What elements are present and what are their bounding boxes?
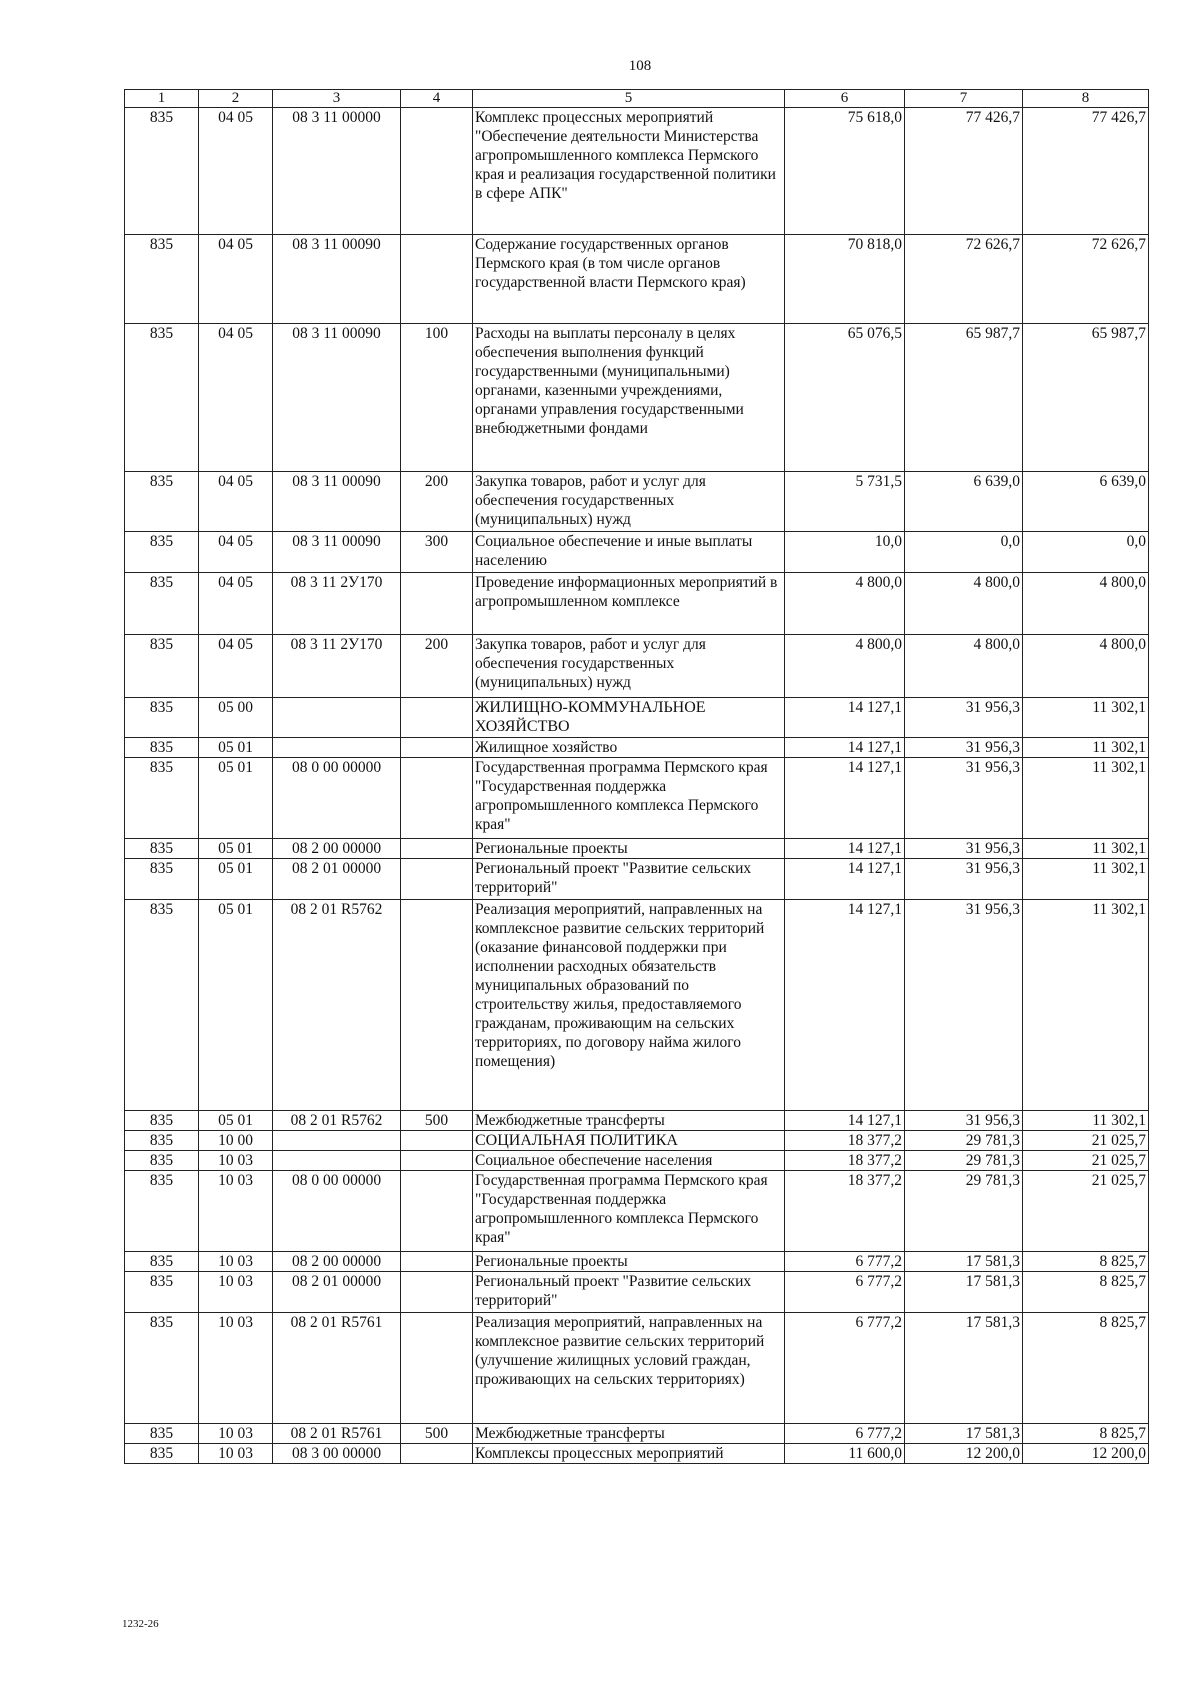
cell-description: Государственная программа Пермского края "Государственная поддержка агропромышленного комплекса Пермского края": [473, 758, 785, 839]
cell-section: 05 00: [199, 698, 273, 738]
cell-expense-type: [401, 573, 473, 635]
cell-amount-1: 4 800,0: [785, 573, 905, 635]
cell-amount-1: 6 777,2: [785, 1424, 905, 1444]
cell-admin-code: 835: [125, 324, 199, 472]
cell-target-article: 08 2 01 00000: [273, 859, 401, 900]
cell-amount-1: 14 127,1: [785, 758, 905, 839]
cell-amount-3: 12 200,0: [1023, 1444, 1149, 1464]
cell-amount-2: 31 956,3: [905, 738, 1023, 758]
cell-section: 04 05: [199, 324, 273, 472]
table-row: [125, 108, 1149, 235]
cell-amount-2: 17 581,3: [905, 1252, 1023, 1272]
cell-amount-1: 14 127,1: [785, 839, 905, 859]
table-row: [125, 1313, 1149, 1424]
cell-expense-type: [401, 1272, 473, 1313]
cell-expense-type: [401, 900, 473, 1111]
cell-description: Реализация мероприятий, направленных на комплексное развитие сельских территорий (оказание финансовой поддержки при исполнении расходных обязательств муниципальных образований по строительству жилья, предоставляемого гражданам, проживающим на сельских территориях, по договору найма жилого помещения): [473, 900, 785, 1111]
cell-amount-3: 8 825,7: [1023, 1424, 1149, 1444]
cell-amount-2: 29 781,3: [905, 1151, 1023, 1171]
cell-section: 04 05: [199, 472, 273, 532]
cell-amount-1: 4 800,0: [785, 635, 905, 698]
cell-amount-2: 6 639,0: [905, 472, 1023, 532]
cell-admin-code: 835: [125, 738, 199, 758]
header-row: [125, 90, 1149, 108]
cell-section: 10 03: [199, 1252, 273, 1272]
cell-description: Региональный проект "Развитие сельских территорий": [473, 859, 785, 900]
cell-amount-2: 17 581,3: [905, 1272, 1023, 1313]
header-col-6: 6: [785, 90, 905, 108]
cell-target-article: 08 3 11 00090: [273, 532, 401, 573]
table-row: [125, 698, 1149, 738]
cell-admin-code: 835: [125, 1424, 199, 1444]
table-row: [125, 532, 1149, 573]
cell-admin-code: 835: [125, 758, 199, 839]
cell-amount-3: 72 626,7: [1023, 235, 1149, 324]
cell-amount-1: 70 818,0: [785, 235, 905, 324]
cell-target-article: 08 2 00 00000: [273, 839, 401, 859]
cell-section: 05 01: [199, 738, 273, 758]
cell-section: 10 03: [199, 1313, 273, 1424]
cell-amount-3: 11 302,1: [1023, 698, 1149, 738]
cell-description: ЖИЛИЩНО-КОММУНАЛЬНОЕ ХОЗЯЙСТВО: [473, 698, 785, 738]
cell-amount-2: 0,0: [905, 532, 1023, 573]
cell-amount-3: 11 302,1: [1023, 900, 1149, 1111]
cell-amount-2: 31 956,3: [905, 698, 1023, 738]
page-number: 108: [628, 58, 652, 74]
table-body: [125, 108, 1149, 1464]
cell-description: Государственная программа Пермского края "Государственная поддержка агропромышленного комплекса Пермского края": [473, 1171, 785, 1252]
cell-description: Закупка товаров, работ и услуг для обеспечения государственных (муниципальных) нужд: [473, 635, 785, 698]
cell-amount-3: 11 302,1: [1023, 1111, 1149, 1131]
cell-admin-code: 835: [125, 635, 199, 698]
table-row: [125, 900, 1149, 1111]
table-row: [125, 839, 1149, 859]
cell-amount-1: 65 076,5: [785, 324, 905, 472]
cell-amount-2: 4 800,0: [905, 573, 1023, 635]
cell-amount-2: 31 956,3: [905, 758, 1023, 839]
table-row: [125, 472, 1149, 532]
cell-description: Комплекс процессных мероприятий "Обеспечение деятельности Министерства агропромышленного комплекса Пермского края и реализация государственной политики в сфере АПК": [473, 108, 785, 235]
cell-description: Жилищное хозяйство: [473, 738, 785, 758]
cell-section: 10 03: [199, 1424, 273, 1444]
cell-admin-code: 835: [125, 1151, 199, 1171]
cell-section: 10 03: [199, 1171, 273, 1252]
header-col-4: 4: [401, 90, 473, 108]
cell-section: 05 01: [199, 859, 273, 900]
cell-admin-code: 835: [125, 1272, 199, 1313]
cell-amount-3: 21 025,7: [1023, 1151, 1149, 1171]
cell-description: Содержание государственных органов Пермского края (в том числе органов государственной власти Пермского края): [473, 235, 785, 324]
cell-target-article: 08 2 01 R5762: [273, 900, 401, 1111]
cell-section: 04 05: [199, 108, 273, 235]
cell-section: 04 05: [199, 635, 273, 698]
cell-amount-1: 14 127,1: [785, 1111, 905, 1131]
header-col-1: 1: [125, 90, 199, 108]
cell-section: 04 05: [199, 532, 273, 573]
budget-table: [124, 89, 1149, 1464]
cell-section: 04 05: [199, 573, 273, 635]
table-row: [125, 1272, 1149, 1313]
cell-amount-1: 6 777,2: [785, 1252, 905, 1272]
cell-expense-type: [401, 738, 473, 758]
cell-amount-1: 75 618,0: [785, 108, 905, 235]
cell-amount-2: 17 581,3: [905, 1424, 1023, 1444]
cell-amount-3: 8 825,7: [1023, 1272, 1149, 1313]
cell-amount-2: 4 800,0: [905, 635, 1023, 698]
cell-expense-type: 300: [401, 532, 473, 573]
cell-amount-1: 18 377,2: [785, 1131, 905, 1151]
cell-section: 05 01: [199, 1111, 273, 1131]
cell-target-article: [273, 1151, 401, 1171]
header-col-7: 7: [905, 90, 1023, 108]
cell-amount-2: 29 781,3: [905, 1171, 1023, 1252]
cell-section: 04 05: [199, 235, 273, 324]
cell-amount-3: 11 302,1: [1023, 758, 1149, 839]
cell-expense-type: [401, 1444, 473, 1464]
cell-target-article: 08 3 11 00090: [273, 472, 401, 532]
cell-amount-1: 6 777,2: [785, 1272, 905, 1313]
cell-amount-3: 8 825,7: [1023, 1313, 1149, 1424]
cell-section: 10 03: [199, 1272, 273, 1313]
cell-description: Закупка товаров, работ и услуг для обеспечения государственных (муниципальных) нужд: [473, 472, 785, 532]
cell-description: Социальное обеспечение населения: [473, 1151, 785, 1171]
cell-target-article: 08 0 00 00000: [273, 1171, 401, 1252]
table-row: [125, 635, 1149, 698]
cell-amount-3: 11 302,1: [1023, 839, 1149, 859]
cell-amount-1: 14 127,1: [785, 738, 905, 758]
cell-description: Социальное обеспечение и иные выплаты населению: [473, 532, 785, 573]
cell-expense-type: [401, 108, 473, 235]
table-row: [125, 1424, 1149, 1444]
cell-amount-3: 21 025,7: [1023, 1131, 1149, 1151]
table-header: [125, 90, 1149, 108]
table-row: [125, 573, 1149, 635]
cell-amount-2: 29 781,3: [905, 1131, 1023, 1151]
cell-expense-type: [401, 235, 473, 324]
cell-expense-type: [401, 1252, 473, 1272]
cell-expense-type: [401, 758, 473, 839]
cell-amount-2: 31 956,3: [905, 839, 1023, 859]
cell-description: Реализация мероприятий, направленных на комплексное развитие сельских территорий (улучшение жилищных условий граждан, проживающих на сельских территориях): [473, 1313, 785, 1424]
cell-amount-3: 65 987,7: [1023, 324, 1149, 472]
cell-expense-type: 200: [401, 472, 473, 532]
cell-amount-3: 21 025,7: [1023, 1171, 1149, 1252]
cell-admin-code: 835: [125, 472, 199, 532]
cell-section: 05 01: [199, 758, 273, 839]
cell-section: 05 01: [199, 900, 273, 1111]
cell-description: Региональные проекты: [473, 1252, 785, 1272]
cell-amount-1: 6 777,2: [785, 1313, 905, 1424]
table-row: [125, 1111, 1149, 1131]
cell-amount-3: 8 825,7: [1023, 1252, 1149, 1272]
cell-admin-code: 835: [125, 1171, 199, 1252]
cell-section: 05 01: [199, 839, 273, 859]
cell-amount-3: 77 426,7: [1023, 108, 1149, 235]
table-row: [125, 324, 1149, 472]
cell-expense-type: [401, 839, 473, 859]
cell-description: Межбюджетные трансферты: [473, 1424, 785, 1444]
cell-target-article: 08 3 11 00000: [273, 108, 401, 235]
table-row: [125, 1131, 1149, 1151]
cell-amount-3: 4 800,0: [1023, 573, 1149, 635]
cell-amount-1: 18 377,2: [785, 1151, 905, 1171]
table-row: [125, 1252, 1149, 1272]
cell-amount-3: 11 302,1: [1023, 738, 1149, 758]
cell-amount-3: 11 302,1: [1023, 859, 1149, 900]
cell-target-article: 08 0 00 00000: [273, 758, 401, 839]
cell-target-article: 08 3 11 2У170: [273, 635, 401, 698]
cell-target-article: 08 3 00 00000: [273, 1444, 401, 1464]
cell-expense-type: [401, 1151, 473, 1171]
cell-amount-1: 5 731,5: [785, 472, 905, 532]
footer-code: 1232-26: [122, 1618, 159, 1630]
cell-description: СОЦИАЛЬНАЯ ПОЛИТИКА: [473, 1131, 785, 1151]
cell-admin-code: 835: [125, 235, 199, 324]
cell-admin-code: 835: [125, 1252, 199, 1272]
cell-amount-2: 31 956,3: [905, 900, 1023, 1111]
cell-expense-type: 200: [401, 635, 473, 698]
cell-expense-type: [401, 1131, 473, 1151]
cell-admin-code: 835: [125, 573, 199, 635]
cell-admin-code: 835: [125, 698, 199, 738]
cell-admin-code: 835: [125, 1444, 199, 1464]
cell-target-article: [273, 738, 401, 758]
cell-target-article: 08 3 11 00090: [273, 235, 401, 324]
cell-amount-2: 12 200,0: [905, 1444, 1023, 1464]
cell-expense-type: [401, 1171, 473, 1252]
cell-expense-type: 500: [401, 1111, 473, 1131]
cell-target-article: 08 2 00 00000: [273, 1252, 401, 1272]
cell-amount-2: 17 581,3: [905, 1313, 1023, 1424]
cell-expense-type: 500: [401, 1424, 473, 1444]
cell-target-article: 08 2 01 00000: [273, 1272, 401, 1313]
cell-amount-1: 14 127,1: [785, 900, 905, 1111]
cell-admin-code: 835: [125, 532, 199, 573]
cell-target-article: [273, 698, 401, 738]
cell-expense-type: 100: [401, 324, 473, 472]
cell-admin-code: 835: [125, 859, 199, 900]
header-col-2: 2: [199, 90, 273, 108]
cell-amount-1: 14 127,1: [785, 859, 905, 900]
cell-amount-3: 6 639,0: [1023, 472, 1149, 532]
cell-amount-1: 11 600,0: [785, 1444, 905, 1464]
table-row: [125, 1444, 1149, 1464]
cell-amount-1: 14 127,1: [785, 698, 905, 738]
cell-amount-1: 10,0: [785, 532, 905, 573]
cell-amount-2: 31 956,3: [905, 859, 1023, 900]
cell-description: Расходы на выплаты персоналу в целях обеспечения выполнения функций государственными (муниципальными) органами, казенными учреждениями, органами управления государственными внебюджетными фондами: [473, 324, 785, 472]
header-col-5: 5: [473, 90, 785, 108]
cell-target-article: [273, 1131, 401, 1151]
header-col-8: 8: [1023, 90, 1149, 108]
table-row: [125, 235, 1149, 324]
cell-amount-2: 65 987,7: [905, 324, 1023, 472]
cell-description: Региональные проекты: [473, 839, 785, 859]
cell-target-article: 08 2 01 R5761: [273, 1313, 401, 1424]
cell-amount-3: 0,0: [1023, 532, 1149, 573]
cell-section: 10 03: [199, 1151, 273, 1171]
cell-admin-code: 835: [125, 1111, 199, 1131]
cell-admin-code: 835: [125, 1131, 199, 1151]
cell-admin-code: 835: [125, 839, 199, 859]
cell-amount-1: 18 377,2: [785, 1171, 905, 1252]
cell-description: Комплексы процессных мероприятий: [473, 1444, 785, 1464]
cell-description: Региональный проект "Развитие сельских территорий": [473, 1272, 785, 1313]
cell-target-article: 08 2 01 R5761: [273, 1424, 401, 1444]
cell-target-article: 08 3 11 00090: [273, 324, 401, 472]
table-row: [125, 758, 1149, 839]
cell-amount-3: 4 800,0: [1023, 635, 1149, 698]
table-row: [125, 859, 1149, 900]
table-row: [125, 738, 1149, 758]
cell-description: Межбюджетные трансферты: [473, 1111, 785, 1131]
cell-description: Проведение информационных мероприятий в агропромышленном комплексе: [473, 573, 785, 635]
header-col-3: 3: [273, 90, 401, 108]
cell-admin-code: 835: [125, 1313, 199, 1424]
cell-admin-code: 835: [125, 900, 199, 1111]
cell-admin-code: 835: [125, 108, 199, 235]
cell-target-article: 08 3 11 2У170: [273, 573, 401, 635]
cell-expense-type: [401, 1313, 473, 1424]
table-row: [125, 1171, 1149, 1252]
cell-amount-2: 77 426,7: [905, 108, 1023, 235]
cell-amount-2: 31 956,3: [905, 1111, 1023, 1131]
cell-expense-type: [401, 698, 473, 738]
cell-section: 10 03: [199, 1444, 273, 1464]
cell-target-article: 08 2 01 R5762: [273, 1111, 401, 1131]
table-row: [125, 1151, 1149, 1171]
cell-expense-type: [401, 859, 473, 900]
cell-amount-2: 72 626,7: [905, 235, 1023, 324]
cell-section: 10 00: [199, 1131, 273, 1151]
